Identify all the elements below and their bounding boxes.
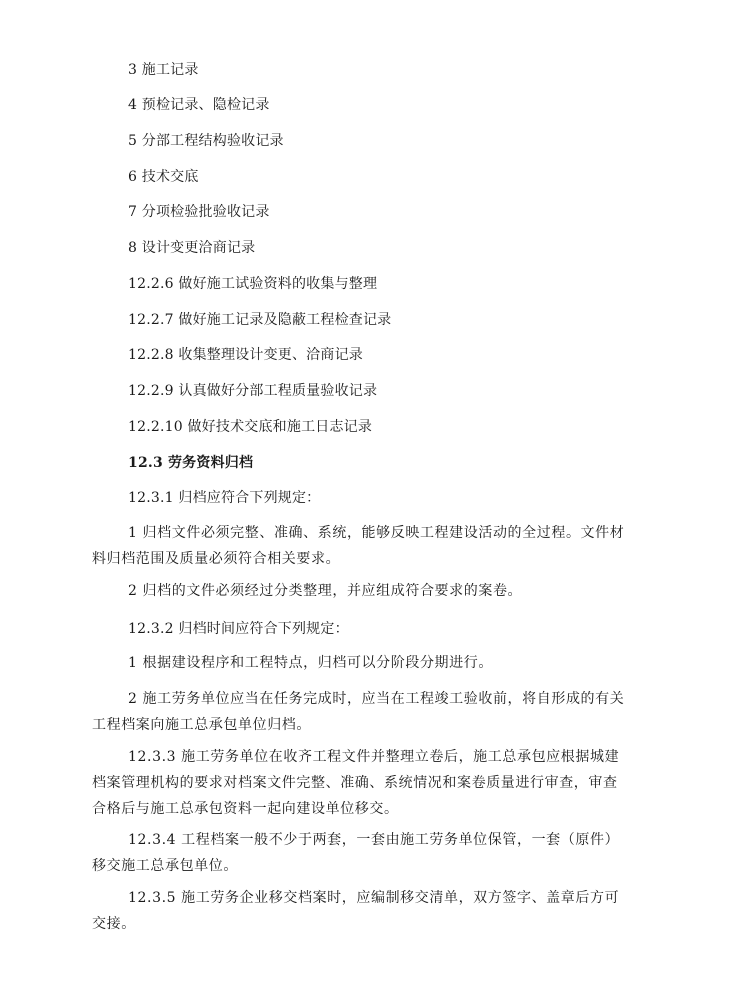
paragraph: 12.3.4 工程档案一般不少于两套，一套由施工劳务单位保管，一套（原件）移交施工总承包单位。 [92,832,620,874]
clause-line: 12.3.2 归档时间应符合下列规定： [128,621,349,637]
list-item: 8 设计变更洽商记录 [128,240,256,256]
paragraph: 12.3.3 施工劳务单位在收齐工程文件并整理立卷后，施工总承包应根据城建档案管理机构的要求对档案文件完整、准确、系统情况和案卷质量进行审查，审查合格后与施工总承包资料一起向建设单位移交。 [92,749,620,817]
list-item: 7 分项检验批验收记录 [128,204,270,220]
clause-line: 12.2.6 做好施工试验资料的收集与整理 [128,276,378,292]
list-item: 3 施工记录 [128,62,199,78]
list-item: 6 技术交底 [128,169,199,185]
paragraph: 12.3.5 施工劳务企业移交档案时，应编制移交清单，双方签字、盖章后方可交接。 [92,890,620,932]
clause-line: 12.2.10 做好技术交底和施工日志记录 [128,419,373,435]
paragraph: 1 归档文件必须完整、准确、系统，能够反映工程建设活动的全过程。文件材料归档范围及质量必须符合相关要求。 [92,525,625,567]
list-item: 5 分部工程结构验收记录 [128,133,284,149]
clause-line: 12.2.9 认真做好分部工程质量验收记录 [128,383,378,399]
paragraph: 2 施工劳务单位应当在任务完成时，应当在工程竣工验收前，将自形成的有关工程档案向施工总承包单位归档。 [92,691,625,733]
section-heading: 12.3 劳务资料归档 [128,455,254,471]
clause-line: 12.2.8 收集整理设计变更、洽商记录 [128,347,363,363]
clause-line: 12.3.1 归档应符合下列规定： [128,490,321,506]
paragraph: 2 归档的文件必须经过分类整理，并应组成符合要求的案卷。 [128,583,523,599]
clause-line: 12.2.7 做好施工记录及隐蔽工程检查记录 [128,312,392,328]
list-item: 4 预检记录、隐检记录 [128,97,270,113]
paragraph: 1 根据建设程序和工程特点，归档可以分阶段分期进行。 [128,655,493,671]
